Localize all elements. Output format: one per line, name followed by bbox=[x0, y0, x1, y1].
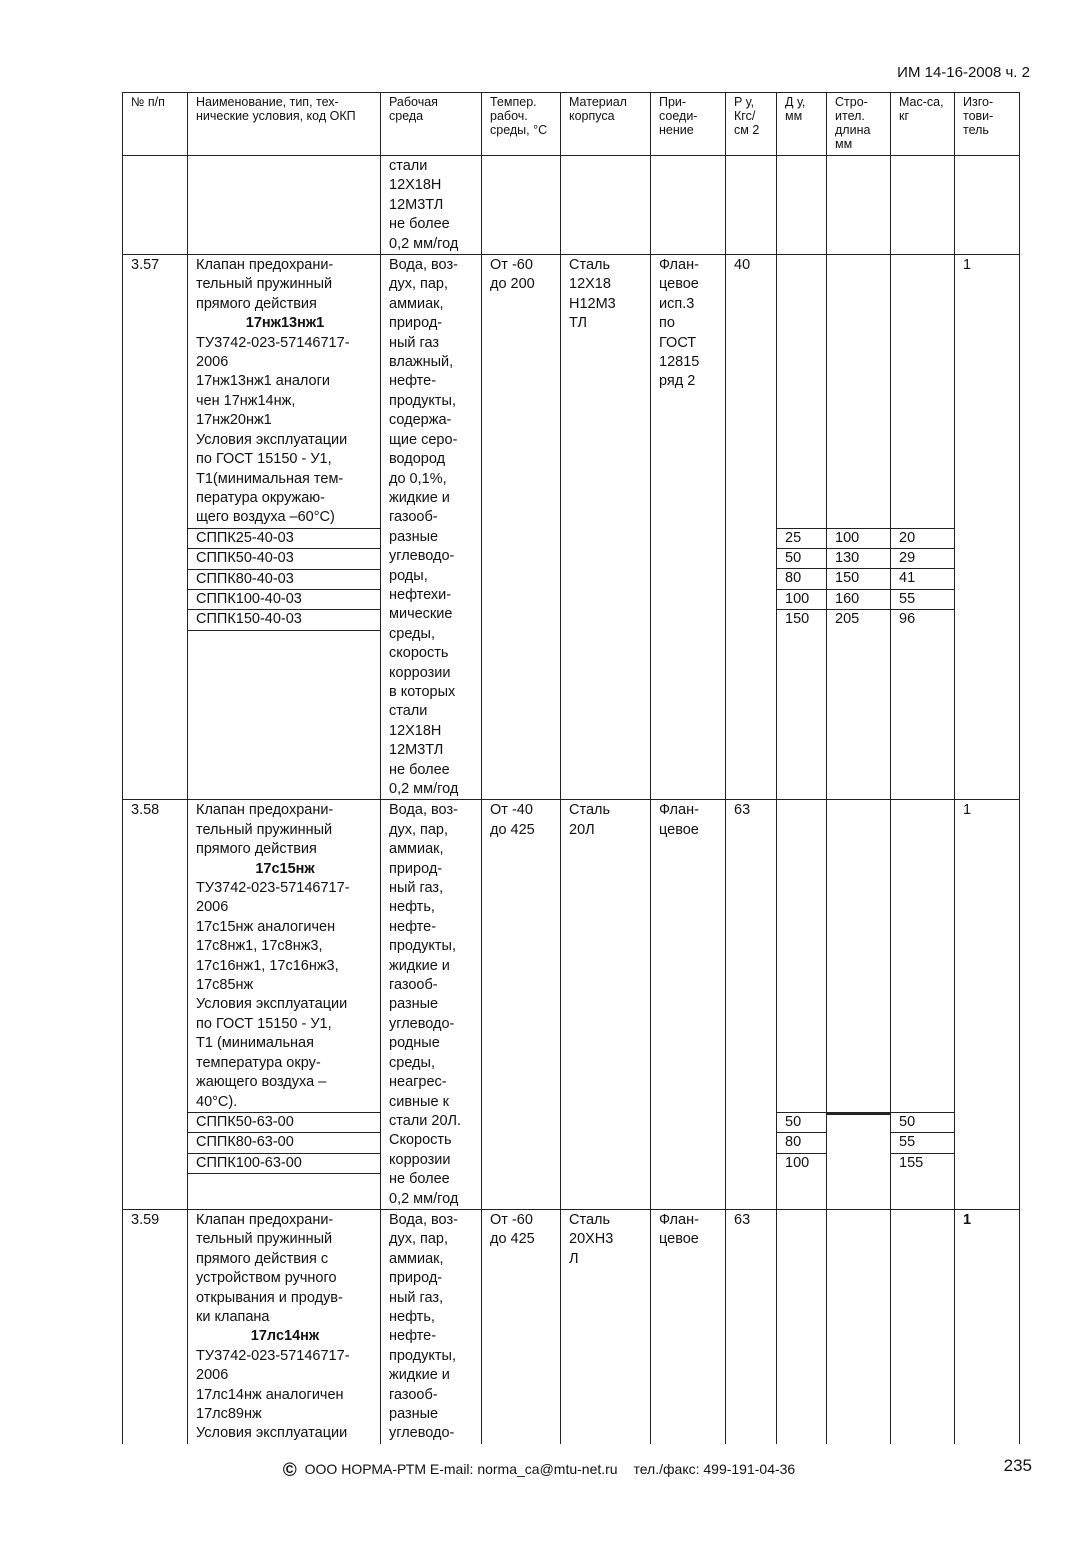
construction-length bbox=[827, 800, 891, 1210]
dn-value: 150 bbox=[785, 611, 810, 628]
document-code: ИМ 14-16-2008 ч. 2 bbox=[897, 64, 1030, 81]
name-line: прямого действия bbox=[196, 295, 317, 312]
temp-line: От -40 bbox=[490, 802, 533, 819]
length-value: 150 bbox=[827, 569, 890, 589]
name-line: прямого действия bbox=[196, 841, 317, 858]
nominal-pressure: 40 bbox=[726, 255, 777, 800]
name-line: 17с15нж аналогичен bbox=[196, 918, 336, 935]
name-line: ТУ3742-023-57146717- bbox=[196, 334, 350, 351]
mass-value: 96 bbox=[899, 611, 916, 628]
name-line: 17с16нж1, 17с16нж3, bbox=[196, 957, 339, 974]
col-header-temp: Темпер. рабоч. среды, °С bbox=[482, 93, 561, 156]
body-material bbox=[561, 255, 651, 800]
material-line: Сталь bbox=[569, 257, 611, 274]
nominal-pressure: 63 bbox=[726, 800, 777, 1210]
variant-code: СППК80-40-03 bbox=[188, 570, 380, 590]
name-line: ТУ3742-023-57146717- bbox=[196, 1347, 350, 1364]
nominal-diameter bbox=[777, 800, 827, 1210]
working-medium bbox=[381, 255, 482, 800]
medium-line: продукты, bbox=[389, 938, 456, 955]
connection-type bbox=[651, 1209, 726, 1443]
mass-value: 29 bbox=[891, 549, 954, 569]
item-name bbox=[188, 255, 381, 800]
medium-line: мические bbox=[389, 606, 453, 623]
name-line: Условия эксплуатации bbox=[196, 996, 348, 1013]
medium-line: углеводо- bbox=[389, 548, 455, 565]
variant-code: СППК100-63-00 bbox=[188, 1154, 380, 1174]
medium-line: до 0,1%, bbox=[389, 470, 447, 487]
variant-code: СППК100-40-03 bbox=[188, 590, 380, 610]
medium-line: дух, пар, bbox=[389, 821, 449, 838]
manufacturer: 1 bbox=[955, 1209, 1020, 1443]
medium-line: разные bbox=[389, 528, 439, 545]
variant-code: СППК150-40-03 bbox=[188, 610, 380, 630]
col-header-pressure: P у, Кгс/ см 2 bbox=[726, 93, 777, 156]
name-line: Условия эксплуатации bbox=[196, 1425, 348, 1442]
connection-line: Флан- bbox=[659, 802, 699, 819]
medium-line: стали bbox=[389, 703, 428, 720]
length-value: 160 bbox=[827, 590, 890, 610]
connection-line: цевое bbox=[659, 821, 699, 838]
col-header-dn: Д у, мм bbox=[777, 93, 827, 156]
name-line: 2006 bbox=[196, 1367, 229, 1384]
construction-length bbox=[827, 1209, 891, 1443]
medium-line: не более bbox=[389, 216, 450, 233]
name-line: тельный пружинный bbox=[196, 276, 333, 293]
name-line: температура окру- bbox=[196, 1054, 321, 1071]
col-header-mass: Мас-са, кг bbox=[891, 93, 955, 156]
name-line: пература окружаю- bbox=[196, 489, 325, 506]
medium-line: 0,2 мм/год bbox=[389, 235, 459, 252]
name-line: 2006 bbox=[196, 354, 229, 371]
medium-line: коррозии bbox=[389, 664, 451, 681]
medium-line: нефте- bbox=[389, 373, 437, 390]
working-medium bbox=[381, 1209, 482, 1443]
dn-value: 80 bbox=[777, 569, 826, 589]
connection-type bbox=[651, 800, 726, 1210]
model-designation: 17с15нж bbox=[255, 860, 315, 877]
connection-line: исп.3 bbox=[659, 295, 695, 312]
mass-value: 41 bbox=[891, 569, 954, 589]
medium-line: содержа- bbox=[389, 412, 452, 429]
medium-line: Вода, воз- bbox=[389, 1211, 458, 1228]
continuation-row bbox=[123, 156, 1020, 255]
medium-line: 12Х18Н bbox=[389, 722, 442, 739]
body-material bbox=[561, 1209, 651, 1443]
connection-line: Флан- bbox=[659, 257, 699, 274]
medium-line: среды, bbox=[389, 625, 435, 642]
medium-line: аммиак, bbox=[389, 841, 444, 858]
name-line: чен 17нж14нж, bbox=[196, 392, 296, 409]
medium-line: газооб- bbox=[389, 509, 438, 526]
mass-value: 20 bbox=[891, 528, 954, 549]
item-name bbox=[188, 800, 381, 1210]
medium-line: углеводо- bbox=[389, 1015, 455, 1032]
name-line: 17лс89нж bbox=[196, 1406, 262, 1422]
medium-line: скорость bbox=[389, 645, 449, 662]
dn-value: 50 bbox=[777, 549, 826, 569]
connection-line: цевое bbox=[659, 1231, 699, 1248]
medium-line: стали 20Л. bbox=[389, 1112, 462, 1129]
mass-kg bbox=[891, 1209, 955, 1443]
col-header-name: Наименование, тип, тех-нические условия, код ОКП bbox=[188, 93, 381, 156]
working-medium bbox=[381, 800, 482, 1210]
table-row bbox=[123, 255, 1020, 800]
length-value: 100 bbox=[827, 528, 890, 549]
mass-value: 55 bbox=[891, 1133, 954, 1153]
medium-line: среды, bbox=[389, 1054, 435, 1071]
medium-temperature bbox=[482, 800, 561, 1210]
medium-line: неагрес- bbox=[389, 1074, 447, 1091]
mass-kg bbox=[891, 255, 955, 800]
item-number: 3.58 bbox=[123, 800, 188, 1210]
nominal-pressure: 63 bbox=[726, 1209, 777, 1443]
connection-type bbox=[651, 255, 726, 800]
name-line: щего воздуха –60°С) bbox=[196, 509, 335, 526]
model-designation: 17лс14нж bbox=[250, 1328, 320, 1345]
mass-kg bbox=[891, 800, 955, 1210]
name-line: ТУ3742-023-57146717- bbox=[196, 880, 350, 897]
length-value bbox=[827, 1114, 890, 1115]
connection-line: по bbox=[659, 315, 675, 332]
name-line: ки клапана bbox=[196, 1308, 270, 1325]
temp-line: От -60 bbox=[490, 257, 533, 274]
continuation-medium bbox=[381, 156, 482, 255]
medium-temperature bbox=[482, 1209, 561, 1443]
name-line: 17лс14нж аналогичен bbox=[196, 1386, 344, 1403]
item-name bbox=[188, 1209, 381, 1443]
item-number: 3.59 bbox=[123, 1209, 188, 1443]
connection-line: Флан- bbox=[659, 1211, 699, 1228]
connection-line: цевое bbox=[659, 276, 699, 293]
body-material bbox=[561, 800, 651, 1210]
medium-line: разные bbox=[389, 1406, 439, 1422]
material-line: 12Х18 bbox=[569, 276, 611, 293]
valve-spec-table bbox=[122, 92, 1020, 1444]
name-line: Условия эксплуатации bbox=[196, 431, 348, 448]
name-line: устройством ручного bbox=[196, 1270, 337, 1287]
name-line: жающего воздуха – bbox=[196, 1074, 327, 1091]
variant-code: СППК50-40-03 bbox=[188, 549, 380, 569]
manufacturer: 1 bbox=[955, 255, 1020, 800]
temp-line: до 425 bbox=[490, 1231, 535, 1248]
medium-line: ный газ bbox=[389, 334, 440, 351]
dn-value: 25 bbox=[777, 528, 826, 549]
page-number: 235 bbox=[1003, 1456, 1032, 1475]
name-line: Т1(минимальная тем- bbox=[196, 470, 344, 487]
medium-line: разные bbox=[389, 996, 439, 1013]
table-row bbox=[123, 800, 1020, 1210]
variant-code: СППК25-40-03 bbox=[188, 528, 380, 549]
medium-line: дух, пар, bbox=[389, 276, 449, 293]
medium-line: не более bbox=[389, 761, 450, 778]
dn-value: 100 bbox=[777, 590, 826, 610]
medium-line: Вода, воз- bbox=[389, 257, 458, 274]
construction-length bbox=[827, 255, 891, 800]
medium-line: роды, bbox=[389, 567, 428, 584]
table-header-row bbox=[123, 93, 1020, 156]
medium-line: газооб- bbox=[389, 977, 438, 994]
medium-temperature bbox=[482, 255, 561, 800]
medium-line: нефте- bbox=[389, 1328, 437, 1345]
name-line: 17нж13нж1 аналоги bbox=[196, 373, 330, 390]
name-line: 17с85нж bbox=[196, 977, 254, 994]
dn-value: 50 bbox=[777, 1112, 826, 1133]
medium-line: щие серо- bbox=[389, 431, 458, 448]
dn-value: 80 bbox=[777, 1133, 826, 1153]
medium-line: природ- bbox=[389, 1270, 443, 1287]
medium-line: природ- bbox=[389, 860, 443, 877]
medium-line: 12М3ТЛ bbox=[389, 196, 444, 213]
medium-line: нефть, bbox=[389, 1308, 435, 1325]
medium-line: влажный, bbox=[389, 354, 454, 371]
medium-line: нефте- bbox=[389, 918, 437, 935]
medium-line: ный газ, bbox=[389, 880, 444, 897]
medium-line: в которых bbox=[389, 683, 456, 700]
name-line: 17с8нж1, 17с8нж3, bbox=[196, 938, 323, 955]
medium-line: аммиак, bbox=[389, 295, 444, 312]
connection-line: ряд 2 bbox=[659, 373, 696, 390]
medium-line: Вода, воз- bbox=[389, 802, 458, 819]
medium-line: продукты, bbox=[389, 392, 456, 409]
name-line: 40°С). bbox=[196, 1093, 238, 1110]
name-line: тельный пружинный bbox=[196, 1231, 333, 1248]
dn-value: 100 bbox=[785, 1154, 810, 1171]
footer-company: ООО НОРМА-РТМ bbox=[304, 1461, 426, 1477]
medium-line: продукты, bbox=[389, 1347, 456, 1364]
material-line: Сталь bbox=[569, 802, 611, 819]
col-header-num: № п/п bbox=[123, 93, 188, 156]
name-line: прямого действия с bbox=[196, 1250, 329, 1267]
col-header-maker: Изго-тови-тель bbox=[955, 93, 1020, 156]
medium-line: 0,2 мм/год bbox=[389, 781, 459, 797]
mass-value: 50 bbox=[891, 1112, 954, 1133]
page-footer bbox=[0, 1460, 1078, 1482]
material-line: Л bbox=[569, 1250, 579, 1267]
medium-line: жидкие и bbox=[389, 489, 450, 506]
footer-email: E-mail: norma_ca@mtu-net.ru bbox=[429, 1461, 618, 1477]
table-row bbox=[123, 1209, 1020, 1443]
medium-line: водород bbox=[389, 451, 446, 468]
medium-line: сивные к bbox=[389, 1093, 449, 1110]
medium-line: нефть, bbox=[389, 899, 435, 916]
medium-line: 12Х18Н bbox=[389, 177, 442, 194]
variant-code: СППК80-63-00 bbox=[188, 1133, 380, 1153]
medium-line: жидкие и bbox=[389, 1367, 450, 1384]
manufacturer: 1 bbox=[955, 800, 1020, 1210]
length-value: 130 bbox=[827, 549, 890, 569]
medium-line: коррозии bbox=[389, 1151, 451, 1168]
temp-line: до 425 bbox=[490, 821, 535, 838]
col-header-connection: При-соеди-нение bbox=[651, 93, 726, 156]
medium-line: дух, пар, bbox=[389, 1231, 449, 1248]
name-line: Клапан предохрани- bbox=[196, 1211, 334, 1228]
col-header-length: Стро-ител. длина мм bbox=[827, 93, 891, 156]
mass-value: 155 bbox=[899, 1154, 924, 1171]
variant-code: СППК50-63-00 bbox=[188, 1112, 380, 1133]
name-line: 2006 bbox=[196, 899, 229, 916]
nominal-diameter bbox=[777, 255, 827, 800]
connection-line: 12815 bbox=[659, 354, 700, 371]
medium-line: углеводо- bbox=[389, 1425, 455, 1442]
nominal-diameter bbox=[777, 1209, 827, 1443]
material-line: 20ХН3 bbox=[569, 1231, 614, 1248]
name-line: тельный пружинный bbox=[196, 821, 333, 838]
name-line: Клапан предохрани- bbox=[196, 257, 334, 274]
medium-line: газооб- bbox=[389, 1386, 438, 1403]
medium-line: 0,2 мм/год bbox=[389, 1190, 459, 1207]
material-line: Сталь bbox=[569, 1211, 611, 1228]
medium-line: 12М3ТЛ bbox=[389, 742, 444, 759]
medium-line: аммиак, bbox=[389, 1250, 444, 1267]
medium-line: жидкие и bbox=[389, 957, 450, 974]
name-line: открывания и продув- bbox=[196, 1289, 343, 1306]
footer-phone: тел./факс: 499-191-04-36 bbox=[633, 1461, 796, 1477]
medium-line: природ- bbox=[389, 315, 443, 332]
material-line: Н12М3 bbox=[569, 295, 616, 312]
name-line: по ГОСТ 15150 - У1, bbox=[196, 451, 332, 468]
mass-value: 55 bbox=[891, 590, 954, 610]
medium-line: не более bbox=[389, 1171, 450, 1188]
table-body bbox=[123, 156, 1020, 1444]
medium-line: Скорость bbox=[389, 1132, 452, 1149]
col-header-medium: Рабочая среда bbox=[381, 93, 482, 156]
name-line: Т1 (минимальная bbox=[196, 1035, 314, 1052]
temp-line: до 200 bbox=[490, 276, 535, 293]
material-line: 20Л bbox=[569, 821, 595, 838]
connection-line: ГОСТ bbox=[659, 334, 697, 351]
temp-line: От -60 bbox=[490, 1211, 533, 1228]
name-line: по ГОСТ 15150 - У1, bbox=[196, 1015, 332, 1032]
medium-line: нефтехи- bbox=[389, 586, 452, 603]
model-designation: 17нж13нж1 bbox=[245, 315, 325, 332]
item-number: 3.57 bbox=[123, 255, 188, 800]
material-line: ТЛ bbox=[569, 315, 588, 332]
copyright-icon: © bbox=[282, 1460, 297, 1481]
name-line: Клапан предохрани- bbox=[196, 802, 334, 819]
medium-line: стали bbox=[389, 158, 428, 174]
length-value: 205 bbox=[835, 611, 860, 628]
medium-line: родные bbox=[389, 1035, 440, 1052]
name-line: 17нж20нж1 bbox=[196, 412, 272, 429]
col-header-material: Материал корпуса bbox=[561, 93, 651, 156]
medium-line: ный газ, bbox=[389, 1289, 444, 1306]
